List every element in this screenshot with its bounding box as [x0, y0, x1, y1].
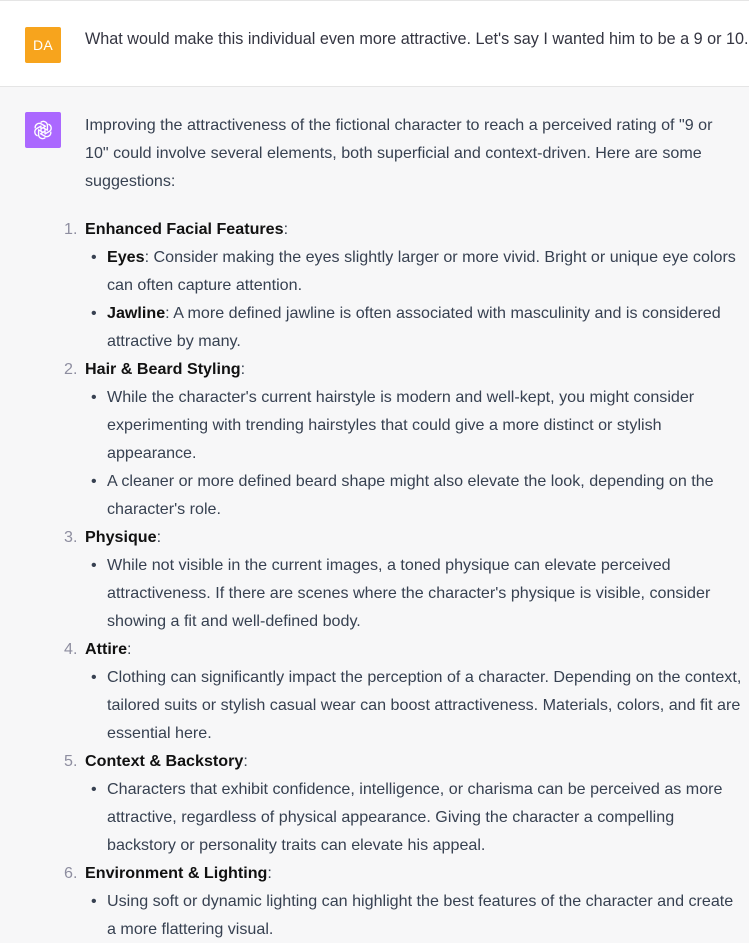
suggestion-number: 4. — [64, 640, 78, 658]
bullet-dot-icon: • — [91, 472, 97, 490]
suggestion-item — [64, 859, 745, 943]
suggestion-heading — [85, 635, 745, 663]
bullet-dot-icon: • — [91, 892, 97, 910]
suggestion-item — [64, 747, 745, 859]
bullet-dot-icon: • — [91, 248, 97, 266]
suggestion-bullets — [85, 243, 745, 355]
bullet-item — [91, 467, 745, 523]
suggestion-title: Enhanced Facial Features — [85, 220, 284, 238]
user-message-text: What would make this individual even more attractive. Let's say I wanted him to be a 9 or 10. — [85, 30, 749, 48]
suggestion-number: 6. — [64, 864, 78, 882]
bullet-text: While the character's current hairstyle is modern and well-kept, you might consider experimenting with trending hairstyles that could give a more distinct or stylish appearance. — [107, 388, 695, 462]
suggestion-list — [64, 215, 745, 943]
user-message — [0, 1, 749, 87]
bullet-dot-icon: • — [91, 780, 97, 798]
suggestion-item — [64, 523, 745, 635]
bullet-item — [91, 663, 745, 747]
suggestion-bullets — [85, 887, 745, 943]
suggestion-item — [64, 215, 745, 355]
bullet-text: Clothing can significantly impact the perception of a character. Depending on the context, tailored suits or stylish casual wear can boost attractiveness. Materials, colors, and fit are essential here. — [107, 668, 742, 742]
bullet-item — [91, 775, 745, 859]
bullet-dot-icon: • — [91, 556, 97, 574]
suggestion-title: Hair & Beard Styling — [85, 360, 241, 378]
suggestion-title-colon: : — [240, 360, 246, 378]
bullet-text: : Consider making the eyes slightly larger or more vivid. Bright or unique eye colors can often capture attention. — [107, 248, 736, 294]
bullet-text: While not visible in the current images, a toned physique can elevate perceived attractiveness. If there are scenes where the character's physique is visible, consider showing a fit and well-defined body. — [107, 556, 711, 630]
suggestion-title: Environment & Lighting — [85, 864, 268, 882]
bullet-dot-icon: • — [91, 668, 97, 686]
suggestion-heading — [85, 355, 745, 383]
suggestion-item — [64, 635, 745, 747]
assistant-message-content — [64, 111, 745, 943]
suggestion-title: Physique — [85, 528, 157, 546]
bullet-label: Eyes — [107, 248, 145, 266]
user-avatar — [25, 27, 61, 63]
bullet-text: A cleaner or more defined beard shape might also elevate the look, depending on the character's role. — [107, 472, 714, 518]
bullet-item — [91, 243, 745, 299]
bullet-dot-icon: • — [91, 388, 97, 406]
suggestion-item — [64, 355, 745, 523]
suggestion-title-colon: : — [243, 752, 248, 770]
bullet-text: Using soft or dynamic lighting can highlight the best features of the character and create a more flattering visual. — [107, 892, 734, 938]
suggestion-heading — [85, 523, 745, 551]
bullet-item — [91, 887, 745, 943]
bullet-dot-icon: • — [91, 304, 97, 322]
bullet-item — [91, 299, 745, 355]
suggestion-title-colon: : — [156, 528, 162, 546]
suggestion-bullets — [85, 663, 745, 747]
suggestion-number: 5. — [64, 752, 78, 770]
suggestion-bullets — [85, 775, 745, 859]
suggestion-heading — [85, 215, 745, 243]
assistant-intro: Improving the attractiveness of the fictional character to reach a perceived rating of "9 or 10" could involve several elements, both superficial and context-driven. Here are some suggestions: — [85, 116, 713, 190]
suggestion-title-colon: : — [127, 640, 132, 658]
bullet-label: Jawline — [107, 304, 166, 322]
suggestion-number: 1. — [64, 220, 78, 238]
suggestion-title-colon: : — [283, 220, 289, 238]
bullet-text: : A more defined jawline is often associated with masculinity and is considered attractive by many. — [107, 304, 721, 350]
openai-logo-icon — [32, 119, 54, 141]
assistant-avatar — [25, 112, 61, 148]
bullet-text: Characters that exhibit confidence, intelligence, or charisma can be perceived as more attractive, regardless of physical appearance. Giving the character a compelling backstory or personality traits can elevate his appeal. — [107, 780, 723, 854]
bullet-item — [91, 383, 745, 467]
suggestion-title-colon: : — [267, 864, 272, 882]
user-avatar-initials: DA — [32, 37, 54, 53]
suggestion-heading — [85, 747, 745, 775]
suggestion-title: Attire — [85, 640, 128, 658]
suggestion-title: Context & Backstory — [85, 752, 244, 770]
suggestion-number: 3. — [64, 528, 78, 546]
bullet-item — [91, 551, 745, 635]
suggestion-bullets — [85, 551, 745, 635]
assistant-message — [0, 87, 749, 943]
suggestion-bullets — [85, 383, 745, 523]
suggestion-heading — [85, 859, 745, 887]
suggestion-number: 2. — [64, 360, 78, 378]
